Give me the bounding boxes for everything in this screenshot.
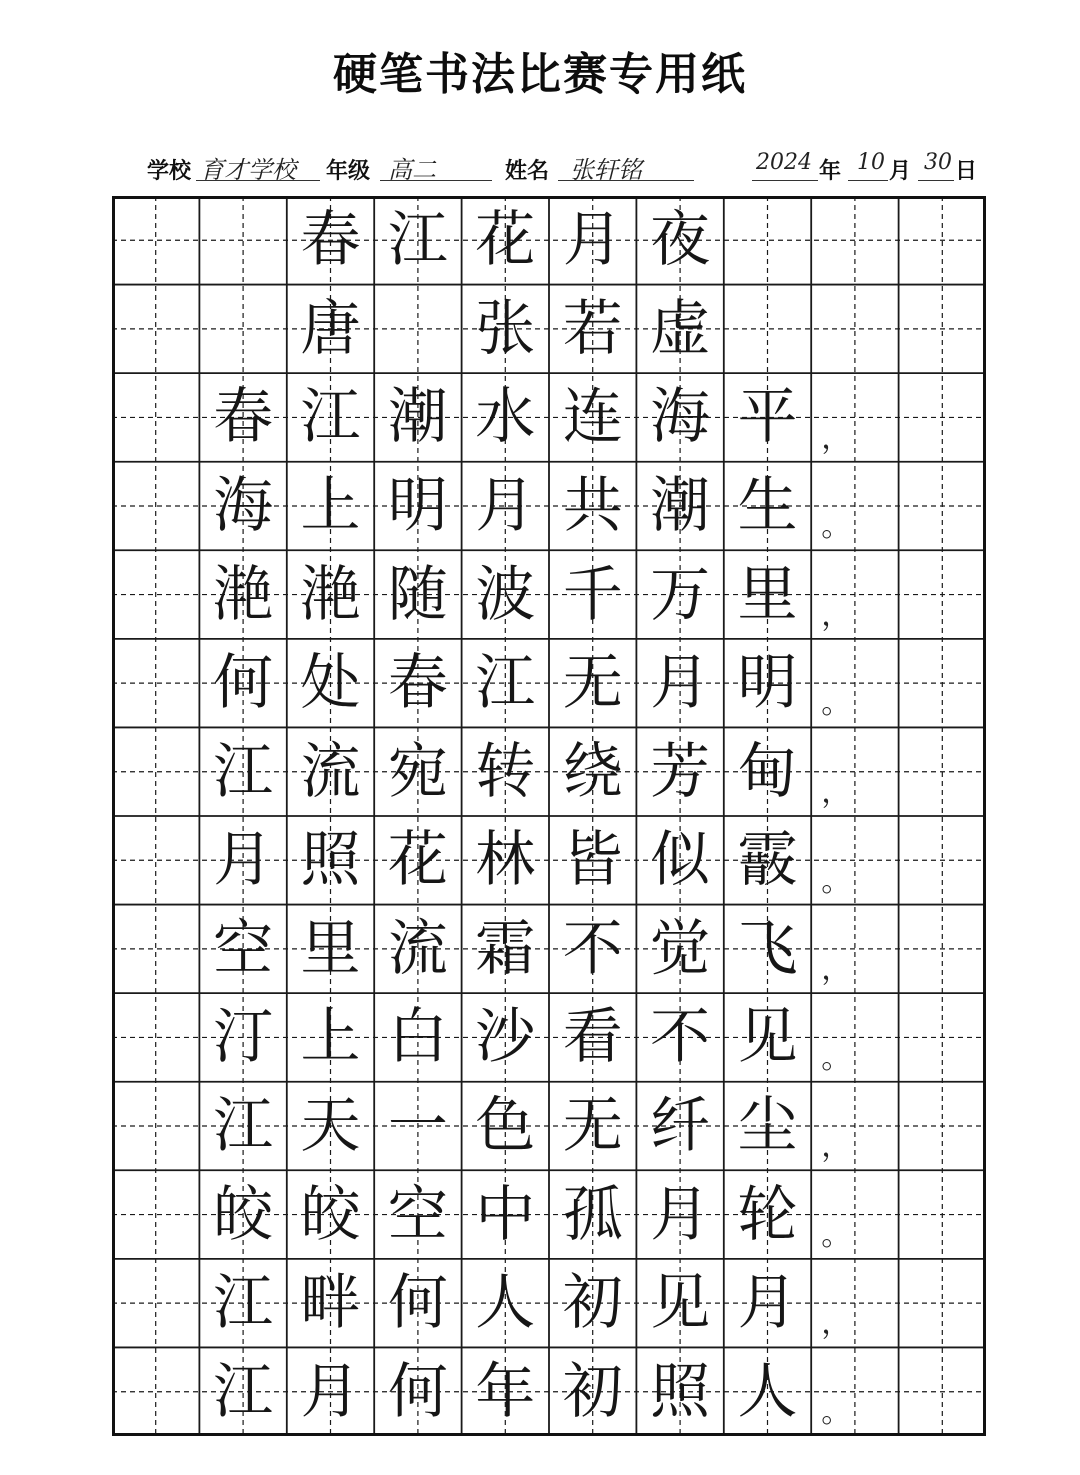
grid-character: 春 [300, 205, 361, 276]
punctuation-mark: 。 [821, 1395, 852, 1430]
grid-character: 林 [475, 825, 536, 896]
grid-character: 明 [737, 648, 798, 719]
grid-character: 宛 [387, 736, 448, 807]
grid-character: 月 [650, 1179, 711, 1250]
grid-character: 月 [213, 825, 274, 896]
grid-character: 流 [300, 736, 361, 807]
grid-character: 皆 [562, 825, 623, 896]
grid-character: 月 [650, 648, 711, 719]
grid-character: 白 [387, 1002, 448, 1073]
grid-character: 见 [737, 1002, 798, 1073]
grid-character: 空 [213, 913, 274, 984]
grid-character: 尘 [737, 1091, 798, 1161]
grid-character: 万 [650, 559, 711, 630]
grid-character: 初 [562, 1356, 623, 1427]
grid-characters [112, 196, 986, 1436]
month-value: 10 [857, 150, 885, 175]
grid-character: 江 [475, 648, 536, 719]
grid-character: 无 [562, 1091, 623, 1161]
year-underline [752, 180, 818, 181]
grid-character: 照 [650, 1356, 711, 1427]
grid-character: 江 [387, 205, 448, 276]
grid-character: 流 [387, 913, 448, 984]
name-underline [558, 180, 694, 181]
grid-character: 空 [387, 1179, 448, 1250]
grid-character: 汀 [213, 1002, 274, 1073]
grid-character: 潮 [650, 471, 711, 541]
grid-character: 上 [300, 471, 361, 541]
grid-character: 夜 [650, 205, 711, 276]
grid-character: 江 [300, 382, 361, 453]
grid-character: 人 [737, 1356, 798, 1427]
grid-character: 千 [562, 559, 623, 630]
grid-character: 里 [300, 913, 361, 984]
page-title: 硬笔书法比赛专用纸 [333, 49, 747, 100]
grid-character: 似 [650, 825, 711, 896]
grid-character: 天 [300, 1091, 361, 1161]
grid-character: 潮 [387, 382, 448, 453]
school-underline [196, 180, 320, 181]
grid-character: 月 [300, 1356, 361, 1427]
grid-character: 不 [562, 913, 623, 984]
grid-character: 轮 [737, 1179, 798, 1250]
punctuation-mark: ， [821, 597, 852, 633]
grid-character: 无 [562, 648, 623, 719]
grid-character: 飞 [737, 913, 798, 984]
grid-character: 一 [387, 1091, 448, 1161]
grid-character: 春 [387, 648, 448, 719]
grid-character: 转 [475, 736, 536, 807]
grid-character: 若 [562, 293, 623, 364]
grid-character: 不 [650, 1002, 711, 1073]
grid-character: 江 [213, 1268, 274, 1339]
grid-character: 皎 [213, 1179, 274, 1250]
grid-character: 花 [475, 205, 536, 276]
grid-character: 初 [562, 1268, 623, 1339]
grid-character: 畔 [300, 1268, 361, 1339]
grid-character: 皎 [300, 1179, 361, 1250]
grid-character: 月 [475, 471, 536, 541]
grid-character: 芳 [650, 736, 711, 807]
grid-character: 波 [475, 559, 536, 630]
grid-character: 觉 [650, 913, 711, 984]
grid-character: 江 [213, 1356, 274, 1427]
grid-character: 生 [737, 471, 798, 541]
grid-character: 人 [475, 1268, 536, 1339]
grid-character: 水 [475, 382, 536, 453]
punctuation-mark: 。 [821, 509, 852, 545]
punctuation-mark: 。 [821, 863, 852, 899]
grid-character: 唐 [300, 293, 361, 364]
grid-character: 月 [737, 1268, 798, 1339]
grade-value: 高二 [388, 156, 436, 184]
grid-character: 何 [213, 648, 274, 719]
grid-character: 虚 [650, 293, 711, 364]
punctuation-mark: ， [821, 1129, 852, 1165]
grid-character: 霜 [475, 913, 536, 984]
grid-character: 上 [300, 1002, 361, 1073]
month-underline [848, 180, 888, 181]
grid-character: 张 [475, 293, 536, 364]
punctuation-mark: ， [821, 420, 852, 456]
punctuation-mark: 。 [821, 1217, 852, 1253]
punctuation-mark: ， [821, 952, 852, 988]
punctuation-mark: 。 [821, 686, 852, 722]
punctuation-mark: ， [821, 775, 852, 810]
grid-character: 海 [650, 382, 711, 453]
grid-character: 处 [300, 648, 361, 719]
grid-character: 孤 [562, 1179, 623, 1250]
grid-character: 何 [387, 1268, 448, 1339]
grid-character: 随 [387, 559, 448, 630]
grid-character: 照 [300, 825, 361, 896]
grid-character: 甸 [737, 736, 798, 807]
grid-character: 明 [387, 471, 448, 541]
day-label: 日 [955, 159, 978, 184]
grid-character: 共 [562, 471, 623, 541]
grid-character: 滟 [300, 559, 361, 630]
year-label: 年 [819, 159, 842, 184]
year-value: 2024 [756, 150, 812, 175]
name-value: 张轩铭 [570, 156, 642, 184]
day-value: 30 [924, 150, 952, 175]
writing-grid [112, 196, 986, 1436]
grid-character: 春 [213, 382, 274, 453]
school-label: 学校 [147, 159, 192, 184]
grid-character: 江 [213, 1091, 274, 1161]
grid-character: 平 [737, 382, 798, 453]
grid-character: 月 [562, 205, 623, 276]
grid-character: 色 [475, 1091, 536, 1161]
grade-label: 年级 [326, 159, 371, 184]
name-label: 姓名 [505, 159, 550, 184]
grid-character: 里 [737, 559, 798, 630]
grid-character: 何 [387, 1356, 448, 1427]
grid-character: 看 [562, 1002, 623, 1073]
punctuation-mark: 。 [821, 1040, 852, 1076]
grid-character: 连 [562, 382, 623, 453]
grid-character: 海 [213, 471, 274, 541]
grid-character: 滟 [213, 559, 274, 630]
school-value: 育才学校 [200, 156, 296, 184]
grid-character: 纤 [650, 1091, 711, 1161]
grid-character: 江 [213, 736, 274, 807]
grid-character: 花 [387, 825, 448, 896]
grid-character: 绕 [562, 736, 623, 807]
grid-character: 中 [475, 1179, 536, 1250]
grade-underline [380, 180, 492, 181]
grid-character: 霰 [737, 825, 798, 896]
punctuation-mark: ， [821, 1306, 852, 1342]
grid-character: 见 [650, 1268, 711, 1339]
grid-character: 沙 [475, 1002, 536, 1073]
info-line [0, 150, 1080, 190]
month-label: 月 [889, 159, 912, 184]
day-underline [918, 180, 954, 181]
grid-character: 年 [475, 1356, 536, 1427]
